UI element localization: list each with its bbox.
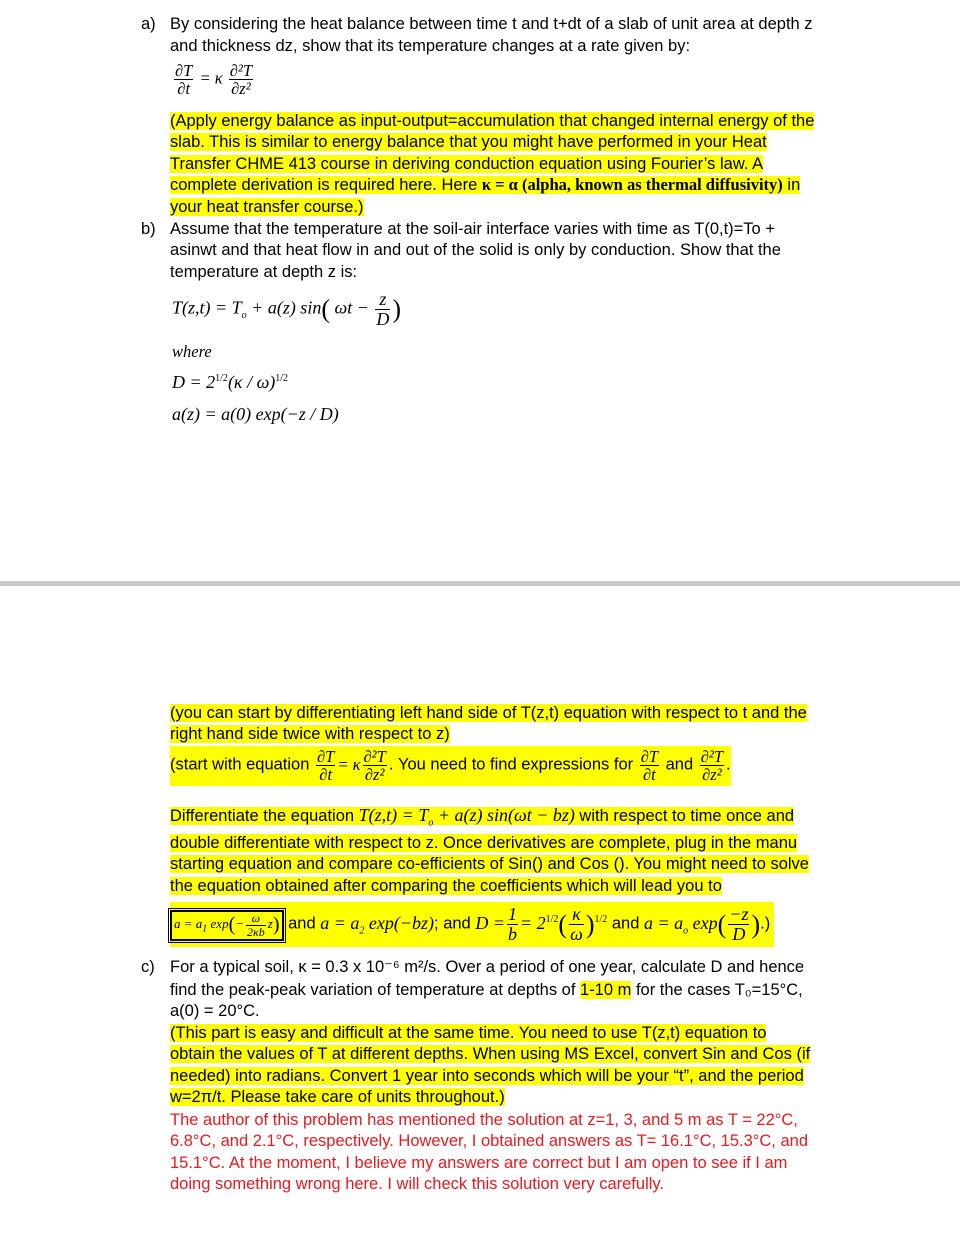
part-b-a-equation: a(z) = a(0) exp(−z / D) <box>172 404 339 424</box>
part-a-label: a) <box>141 15 156 33</box>
part-a-hint-2: slab. This is similar to energy balance that you might have performed in your Heat <box>170 133 767 151</box>
part-b-label: b) <box>141 220 156 238</box>
part-c-hint-4: w=2π/t. Please take care of units throughout.) <box>170 1088 505 1106</box>
part-c-line1: For a typical soil, κ = 0.3 x 10⁻⁶ m²/s. Over a period of one year, calculate D and hence <box>170 958 805 976</box>
part-a-hint-5: your heat transfer course.) <box>170 198 364 216</box>
part-c-label: c) <box>141 958 155 976</box>
author-note-3: 15.1°C. At the moment, I believe my answers are correct but I am open to see if I am <box>170 1154 788 1172</box>
part-a-hint-3: Transfer CHME 413 course in deriving conduction equation using Fourier’s law. A <box>170 155 764 173</box>
part-a-hint-4: complete derivation is required here. Here κ = α (alpha, known as thermal diffusivity) in <box>170 175 801 194</box>
part-c-hint-3: needed) into radians. Convert 1 year into seconds which will be your “t”, and the period <box>170 1067 804 1085</box>
hint-line7: the equation obtained after comparing the coefficients which will lead you to <box>170 877 722 895</box>
part-a-equation: $\frac{\partial T}{\partial t}$ = κ $\frac{\text{∂²T}}{\text{∂z²}}$ <box>175 61 253 99</box>
part-b-temperature-equation: $T(z,t) = T_o + a(z)$ sin( ωt − $\frac{z}{D}$ ) <box>172 289 402 329</box>
boxed-equation: $a = a_1$ exp(− $\frac{\omega}{2\kappa b}$ z) <box>170 910 284 940</box>
part-c-line2: find the peak-peak variation of temperature at depths of 1-10 m for the cases T₀=15°C, <box>170 981 803 999</box>
part-b-line2: asinwt and that heat flow in and out of the solid is only by conduction. Show that the <box>170 241 781 259</box>
part-a-line2: and thickness dz, show that its temperature changes at a rate given by: <box>170 37 691 55</box>
hint-line2: right hand side twice with respect to z) <box>170 725 450 743</box>
hint-line1: (you can start by differentiating left hand side of T(z,t) equation with respect to t and the <box>170 704 807 722</box>
author-note-4: doing something wrong here. I will check this solution very carefully. <box>170 1175 665 1193</box>
page-divider <box>0 581 960 586</box>
part-b-line1: Assume that the temperature at the soil-air interface varies with time as T(0,t)=To + <box>170 220 775 238</box>
part-b-line3: temperature at depth z is: <box>170 263 358 281</box>
part-c-line3: a(0) = 20°C. <box>170 1002 260 1020</box>
part-a-hint-1: (Apply energy balance as input-output=accumulation that changed internal energy of the <box>170 112 815 130</box>
part-b-where: where <box>172 342 212 361</box>
part-c-hint-1: (This part is easy and difficult at the same time. You need to use T(z,t) equation to <box>170 1024 767 1042</box>
hint-result-equations: $a = a_1$ exp(− $\frac{\omega}{2\kappa b}$ z) and $a = a_2$ exp(−bz); and D = $\frac{1}{b}$ = $2^{1/2}$( $\frac{\kappa}{\omega}$ )$^{1/2}$ and $a = a_o$ exp( $\frac{-z}{D}$ ).) <box>170 902 774 947</box>
hint-line4: Differentiate the equation $T(z,t) = T_o + a(z) \sin(\omega t - bz)$ with respect to time once and <box>170 805 795 829</box>
part-a-line1: By considering the heat balance between time t and t+dt of a slab of unit area at depth z <box>170 15 813 33</box>
author-note-2: 6.8°C, and 2.1°C, respectively. However, I obtained answers as T= 16.1°C, 15.3°C, and <box>170 1132 808 1150</box>
part-b-d-equation: $D = 2^{1/2}(\kappa / \omega)^{1/2}$ <box>172 372 289 392</box>
hint-line5: double differentiate with respect to z. Once derivatives are complete, plug in the manu <box>170 834 798 852</box>
hint-line6: starting equation and compare co-efficients of Sin() and Cos (). You might need to solve <box>170 855 809 873</box>
hint-line3: (start with equation $\frac{\partial T}{\partial t}$ = κ $\frac{\text{∂²T}}{\text{∂z²}}$ . You need to find expressions for $\frac{\partial T}{\partial t}$ and $\frac{\text{∂²T}}{\text{∂z²}}$ . <box>170 747 731 785</box>
author-note-1: The author of this problem has mentioned the solution at z=1, 3, and 5 m as T = 22°C, <box>170 1111 798 1129</box>
part-c-hint-2: obtain the values of T at different depths. When using MS Excel, convert Sin and Cos (if <box>170 1045 811 1063</box>
